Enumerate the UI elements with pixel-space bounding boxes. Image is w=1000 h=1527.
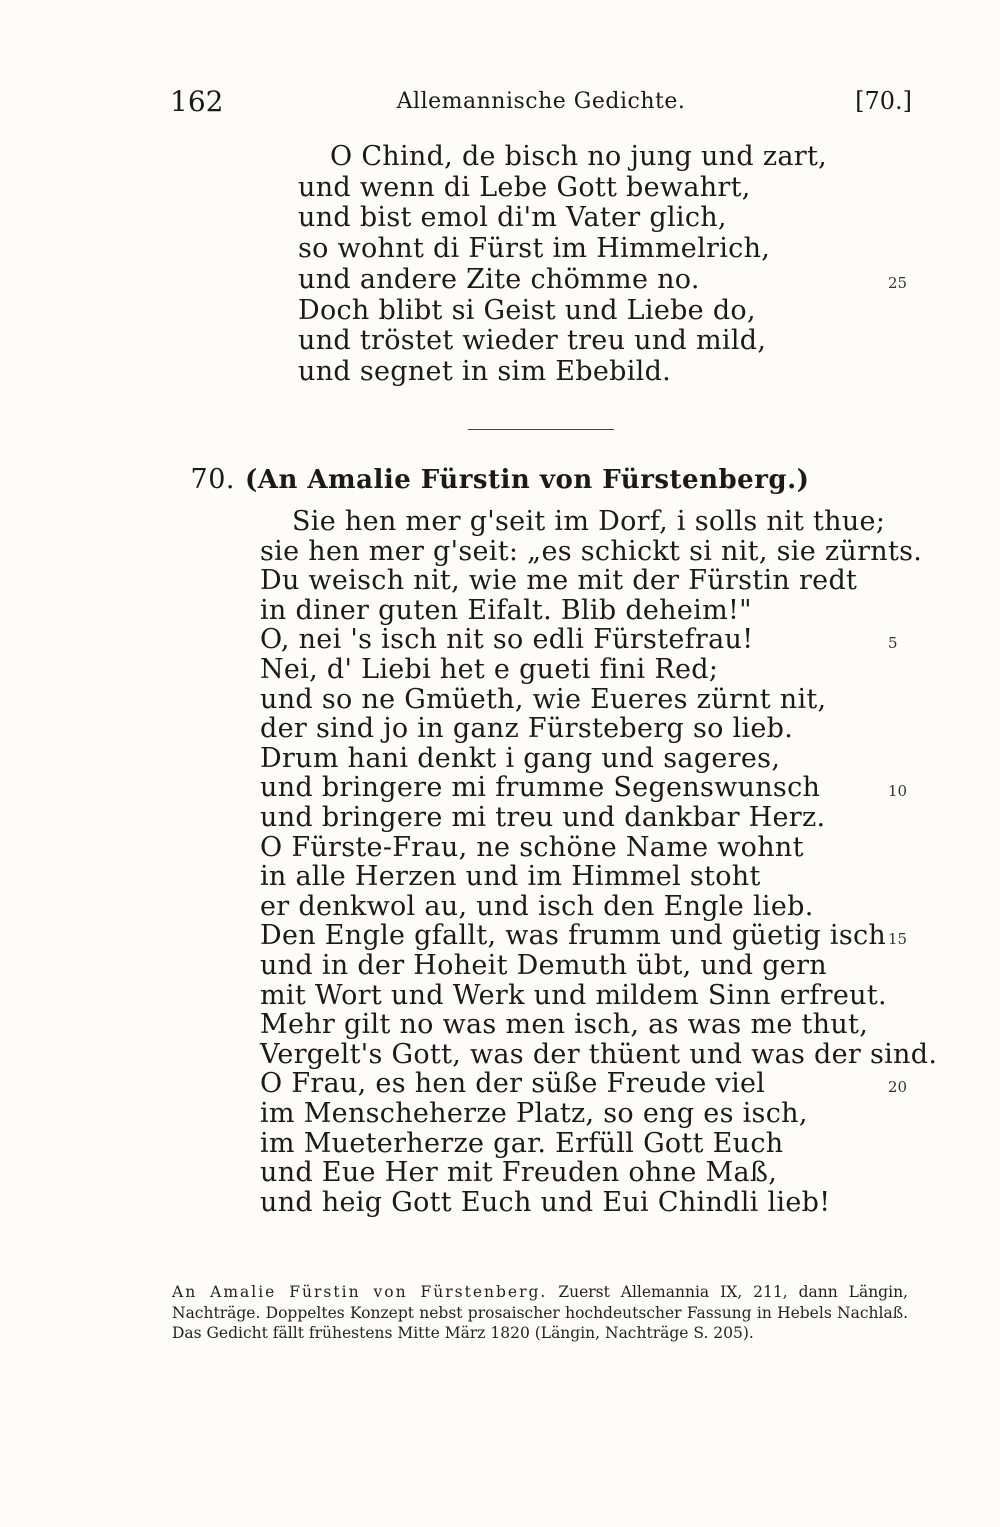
- section-divider: [468, 429, 614, 430]
- page-header: [170, 85, 912, 125]
- verse-line: Mehr gilt no was men isch, as was me thut,: [260, 1009, 869, 1041]
- verse-line: und heig Gott Euch und Eui Chindli lieb!: [260, 1186, 831, 1218]
- section-reference: [70.]: [855, 87, 912, 115]
- verse-line: im Menscheherze Platz, so eng es isch,: [260, 1098, 808, 1129]
- verse-line: O, nei 's isch nit so edli Fürstefrau!: [260, 624, 754, 656]
- verse-line: und Eue Her mit Freuden ohne Maß,: [260, 1157, 778, 1189]
- line-number: 5: [888, 634, 898, 653]
- verse-line: sie hen mer g'seit: „es schickt si nit, sie zürnts.: [260, 535, 923, 567]
- verse-line: so wohnt di Fürst im Himmelrich,: [298, 233, 771, 265]
- verse-line: und wenn di Lebe Gott bewahrt,: [298, 171, 751, 203]
- line-number: 20: [888, 1078, 908, 1097]
- poem-title: (An Amalie Fürstin von Fürstenberg.): [245, 465, 810, 495]
- footnote-title: An Amalie Fürstin von Fürstenberg.: [172, 1283, 548, 1301]
- verse-line: O Frau, es hen der süße Freude viel: [260, 1068, 766, 1100]
- verse-line: Drum hani denkt i gang und sageres,: [260, 742, 781, 774]
- footnote: [172, 1282, 908, 1344]
- poem-number: 70.: [190, 464, 235, 495]
- verse-line: mit Wort und Werk und mildem Sinn erfreut.: [260, 979, 887, 1011]
- verse-line: Sie hen mer g'seit im Dorf, i solls nit thue;: [292, 506, 886, 537]
- verse-line: der sind jo in ganz Fürsteberg so lieb.: [260, 713, 794, 745]
- verse-line: und tröstet wieder treu und mild,: [298, 325, 767, 357]
- running-title: Allemannische Gedichte.: [396, 89, 686, 114]
- verse-line: in alle Herzen und im Himmel stoht: [260, 861, 761, 893]
- verse-line: und andere Zite chömme no.: [298, 263, 700, 295]
- line-number: 25: [888, 273, 908, 292]
- poem-heading: [0, 464, 1000, 495]
- footnote-text: Zuerst Allemannia IX, 211, dann Längin, Nachträge. Doppeltes Konzept nebst prosaischer hochdeutscher Fassung in Hebels Nachlaß. Das Gedicht fällt frühestens Mitte März 1820 (Längin, Nachträge S. 205).: [172, 1283, 908, 1342]
- verse-line: im Mueterherze gar. Erfüll Gott Euch: [260, 1127, 784, 1159]
- verse-line: O Chind, de bisch no jung und zart,: [330, 141, 828, 172]
- verse-line: und segnet in sim Ebebild.: [298, 355, 672, 387]
- page-number: 162: [170, 85, 224, 118]
- verse-line: in diner guten Eifalt. Blib deheim!": [260, 594, 752, 626]
- verse-line: und bringere mi frumme Segenswunsch: [260, 772, 821, 804]
- verse-line: und in der Hoheit Demuth übt, und gern: [260, 950, 827, 981]
- verse-line: Vergelt's Gott, was der thüent und was der sind.: [260, 1038, 938, 1070]
- verse-line: er denkwol au, und isch den Engle lieb.: [260, 890, 814, 922]
- verse-line: und bist emol di'm Vater glich,: [298, 202, 727, 234]
- verse-line: Nei, d' Liebi het e gueti fini Red;: [260, 654, 719, 685]
- verse-line: Doch blibt si Geist und Liebe do,: [298, 294, 756, 326]
- verse-line: Den Engle gfallt, was frumm und güetig isch: [260, 920, 887, 952]
- verse-line: O Fürste-Frau, ne schöne Name wohnt: [260, 831, 804, 863]
- footnote-paragraph: [172, 1282, 908, 1344]
- verse-line: und so ne Gmüeth, wie Eueres zürnt nit,: [260, 683, 827, 715]
- line-number: 15: [888, 930, 908, 949]
- verse-line: Du weisch nit, wie me mit der Fürstin redt: [260, 565, 858, 597]
- line-number: 10: [888, 782, 908, 801]
- verse-line: und bringere mi treu und dankbar Herz.: [260, 802, 826, 833]
